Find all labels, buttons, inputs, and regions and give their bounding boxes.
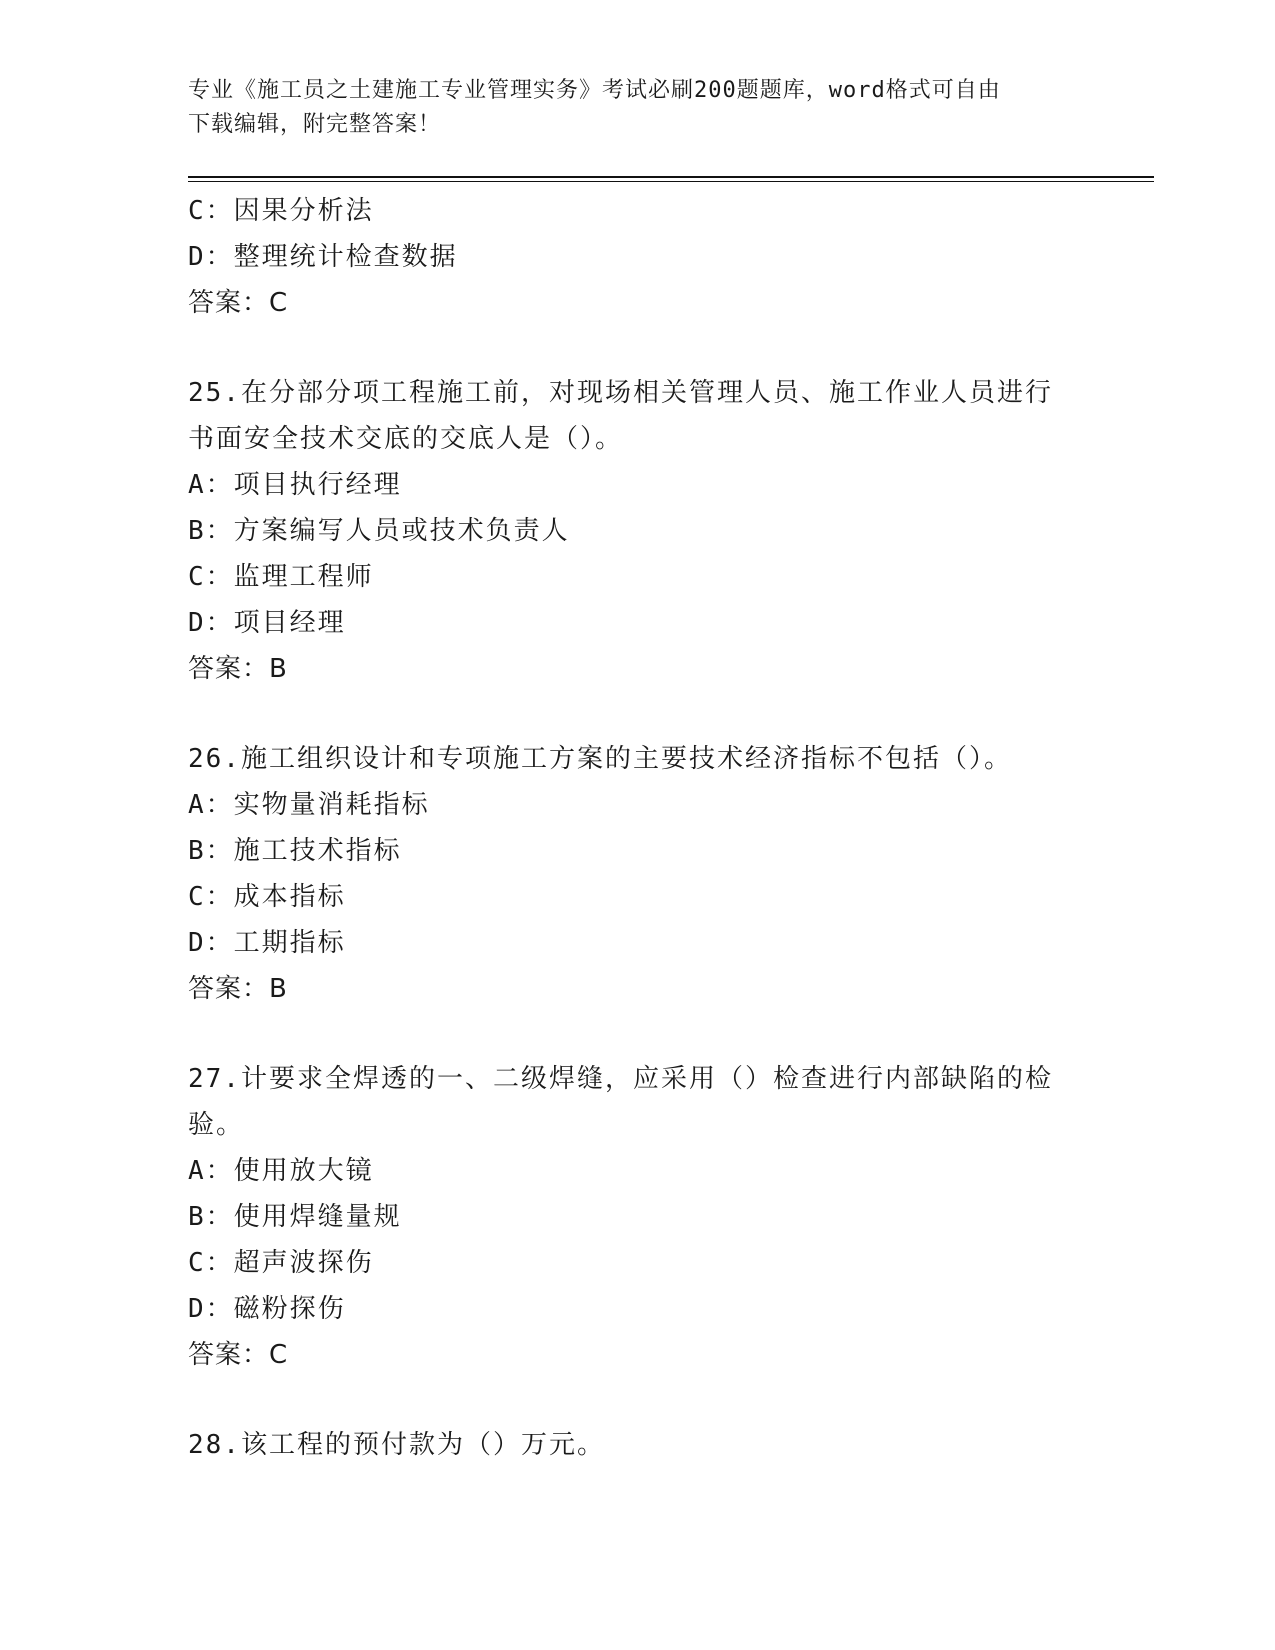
option-a: A：使用放大镜 (188, 1156, 374, 1186)
option-c: C：超声波探伤 (188, 1248, 374, 1278)
option-d: D：磁粉探伤 (188, 1294, 346, 1324)
option-d: D：工期指标 (188, 928, 346, 958)
question-27 (188, 1056, 1088, 1378)
header-line-2: 下载编辑，附完整答案！ (188, 112, 442, 137)
header-divider-thick (188, 176, 1154, 178)
question-stem: 书面安全技术交底的交底人是（）。 (188, 424, 624, 454)
option-a: A：项目执行经理 (188, 470, 402, 500)
option-c: C：成本指标 (188, 882, 346, 912)
spacer (188, 1378, 1088, 1422)
answer: 答案：B (188, 974, 288, 1004)
option-d: D：整理统计检查数据 (188, 242, 458, 272)
option-c: C：监理工程师 (188, 562, 374, 592)
spacer (188, 692, 1088, 736)
answer: 答案：C (188, 1340, 289, 1370)
header-line-1: 专业《施工员之土建施工专业管理实务》考试必刷200题题库，word格式可自由 (188, 78, 1001, 103)
option-a: A：实物量消耗指标 (188, 790, 430, 820)
spacer (188, 1012, 1088, 1056)
header-divider-thin (188, 181, 1154, 182)
question-stem: 25.在分部分项工程施工前，对现场相关管理人员、施工作业人员进行 (188, 378, 1053, 408)
question-26 (188, 736, 1088, 1012)
document-body (188, 188, 1088, 1468)
option-b: B：施工技术指标 (188, 836, 402, 866)
option-b: B：使用焊缝量规 (188, 1202, 402, 1232)
question-28 (188, 1422, 1088, 1468)
document-header (188, 74, 1088, 142)
question-stem: 28.该工程的预付款为（）万元。 (188, 1430, 605, 1460)
option-d: D：项目经理 (188, 608, 346, 638)
question-stem: 验。 (188, 1110, 245, 1140)
spacer (188, 326, 1088, 370)
answer: 答案：C (188, 288, 289, 318)
question-stem: 27.计要求全焊透的一、二级焊缝，应采用（）检查进行内部缺陷的检 (188, 1064, 1053, 1094)
option-b: B：方案编写人员或技术负责人 (188, 516, 570, 546)
option-c: C：因果分析法 (188, 196, 374, 226)
question-stem: 26.施工组织设计和专项施工方案的主要技术经济指标不包括（）。 (188, 744, 1012, 774)
question-24-tail (188, 188, 1088, 326)
question-25 (188, 370, 1088, 692)
answer: 答案：B (188, 654, 288, 684)
